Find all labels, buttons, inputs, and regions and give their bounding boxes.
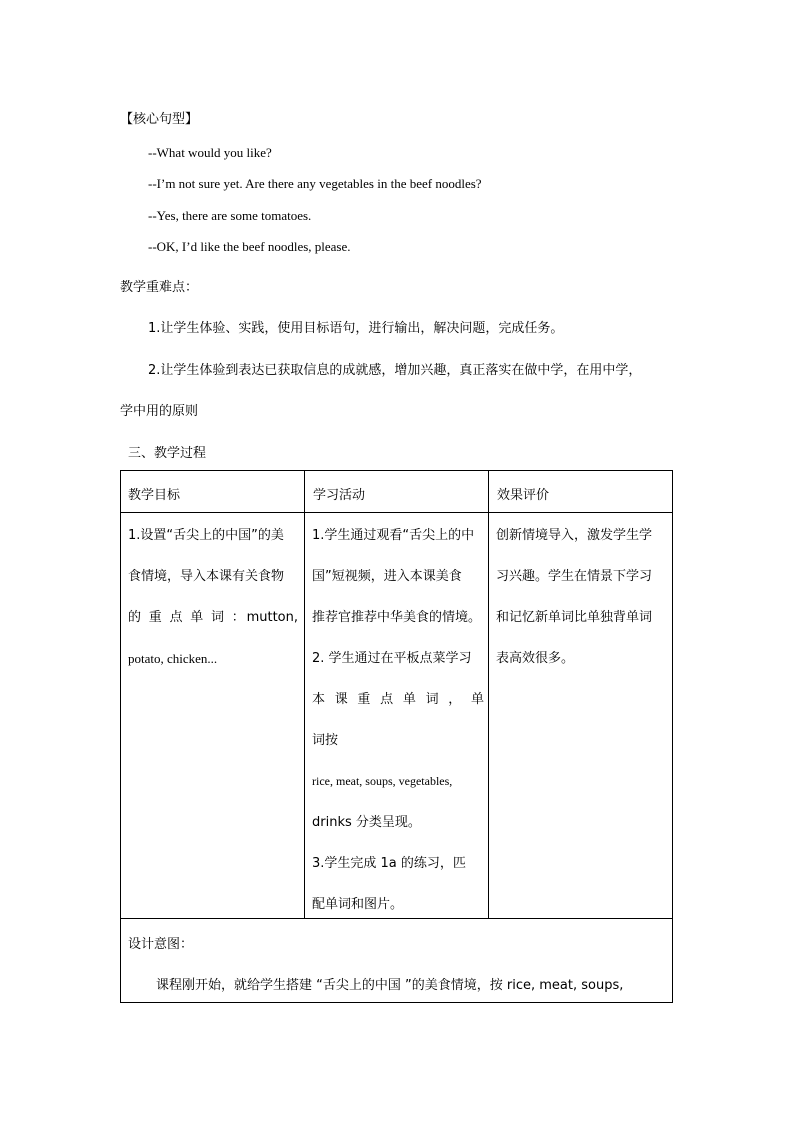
section-title: 【核心句型】 [120,112,199,127]
activity-line: 本 课 重 点 单 词 ， 单 [312,692,484,707]
activity-line: 词按 [312,733,339,748]
activity-line: 2. 学生通过在平板点菜学习 [312,651,472,666]
evaluation-line: 和记忆新单词比单独背单词 [496,610,653,625]
activity-line: 推荐官推荐中华美食的情境。 [312,610,482,625]
activity-line: 3.学生完成 1a 的练习，匹 [312,856,466,871]
header-activity: 学习活动 [313,488,366,503]
difficulty-heading: 教学重难点： [120,280,199,295]
design-intent-heading: 设计意图： [128,937,194,952]
difficulty-point-2-line-1: 2.让学生体验到表达已获取信息的成就感，增加兴趣，真正落实在做中学，在用中学， [148,363,642,378]
goal-cell [128,515,298,679]
evaluation-line: 创新情境导入，激发学生学 [496,528,653,543]
activity-line: 国”短视频，进入本课美食 [312,569,462,584]
dialogue-line-3: --Yes, there are some tomatoes. [148,208,312,223]
table-border-bottom [120,1002,673,1003]
difficulty-point-1: 1.让学生体验、实践，使用目标语句，进行输出，解决问题，完成任务。 [148,321,564,336]
table-col-divider-2 [488,470,489,918]
difficulty-point-2-line-2: 学中用的原则 [120,404,199,419]
evaluation-line: 表高效很多。 [496,651,575,666]
activity-line: rice, meat, soups, vegetables, [312,774,453,788]
table-border-right [672,470,673,1003]
evaluation-cell [496,515,668,679]
dialogue-line-1: --What would you like? [148,145,272,160]
goal-line: 的 重 点 单 词 ：mutton, [128,610,298,625]
goal-line: 食情境，导入本课有关食物 [128,569,285,584]
dialogue-line-2: --I’m not sure yet. Are there any vegetables in the beef noodles? [148,176,482,191]
table-header-divider [120,512,673,513]
activity-line: 配单词和图片。 [312,897,404,912]
design-intent-text: 课程刚开始，就给学生搭建 “舌尖上的中国 ”的美食情境，按 rice, meat, soups, [156,978,624,993]
table-col-divider-1 [304,470,305,918]
table-border-left [120,470,121,1003]
activity-line: drinks 分类呈现。 [312,815,421,830]
header-goal: 教学目标 [128,488,181,503]
header-evaluation: 效果评价 [497,488,550,503]
process-heading: 三、教学过程 [128,446,207,461]
dialogue-line-4: --OK, I’d like the beef noodles, please. [148,239,351,254]
evaluation-line: 习兴趣。学生在情景下学习 [496,569,653,584]
teaching-process-table [120,470,673,1003]
activity-line: 1.学生通过观看“舌尖上的中 [312,528,475,543]
activity-cell [312,515,484,925]
goal-line: 1.设置“舌尖上的中国”的美 [128,528,284,543]
goal-line: potato, chicken... [128,651,218,666]
table-border-top [120,470,673,471]
